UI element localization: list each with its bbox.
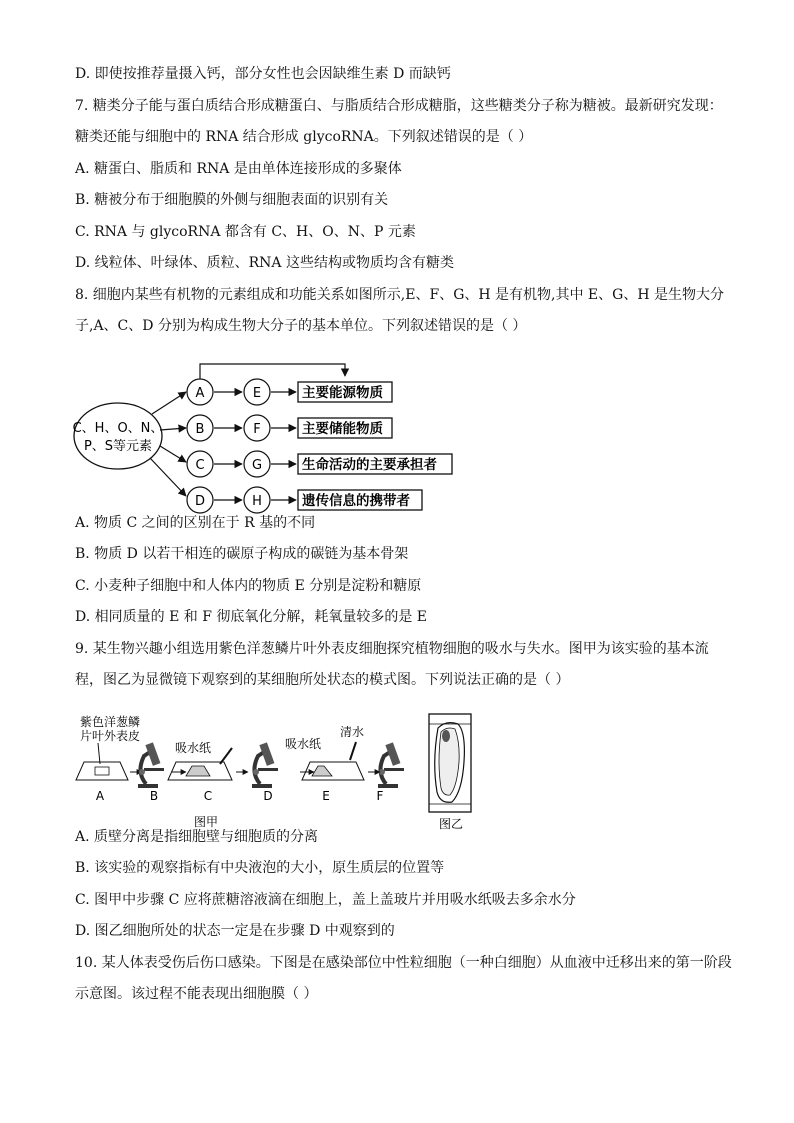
elements-label-2: P、S等元素 (83, 439, 153, 454)
text-line: C. 小麦种子细胞中和人体内的物质 E 分别是淀粉和糖原 (75, 578, 422, 594)
text-line: 8. 细胞内某些有机物的元素组成和功能关系如图所示,E、F、G、H 是有机物,其中 E、G、H 是生物大分 (75, 287, 724, 303)
text-line: 程，图乙为显微镜下观察到的某细胞所处状态的模式图。下列说法正确的是（ ） (75, 672, 570, 688)
text-line: B. 该实验的观察指标有中央液泡的大小，原生质层的位置等 (75, 860, 445, 876)
text-line: 子,A、C、D 分别为构成生物大分子的基本单位。下列叙述错误的是（ ） (75, 318, 527, 334)
text-line: D. 即使按推荐量摄入钙，部分女性也会因缺维生素 D 而缺钙 (75, 66, 451, 82)
elements-label-1: C、H、O、N、 (72, 421, 164, 436)
text-line: C. 图甲中步骤 C 应将蔗糖溶液滴在细胞上，盖上盖玻片并用吸水纸吸去多余水分 (75, 892, 576, 908)
function-label: 生命活动的主要承担者 (302, 457, 437, 473)
water-label: 清水 (340, 725, 365, 739)
caption-yi: 图乙 (438, 817, 464, 831)
slide-e (302, 762, 364, 780)
text-line: C. RNA 与 glycoRNA 都含有 C、H、O、N、P 元素 (75, 224, 416, 240)
molecule-label: E (252, 386, 262, 401)
step-label: B (149, 789, 159, 803)
caption-jia: 图甲 (193, 815, 219, 829)
step-label: F (376, 789, 384, 803)
microscope-icon (252, 742, 278, 788)
blotting-paper-1: 吸水纸 (175, 741, 212, 755)
text-line: D. 相同质量的 E 和 F 彻底氧化分解，耗氧量较多的是 E (75, 609, 428, 625)
material-label-1: 紫色洋葱鳞 (80, 715, 141, 729)
unit-label: B (195, 422, 205, 437)
unit-label: A (195, 386, 205, 401)
text-line: B. 糖被分布于细胞膜的外侧与细胞表面的识别有关 (75, 192, 389, 208)
text-line: B. 物质 D 以若干相连的碳原子构成的碳链为基本骨架 (75, 546, 409, 562)
molecule-label: G (251, 458, 263, 473)
function-label: 遗传信息的携带者 (302, 493, 410, 509)
step-label: A (95, 789, 105, 803)
elements-ellipse (74, 403, 162, 469)
text-line: A. 质壁分离是指细胞壁与细胞质的分离 (75, 829, 319, 845)
figure-8-diagram (0, 362, 794, 522)
molecule-label: F (253, 422, 261, 437)
microscope-icon (378, 742, 404, 788)
text-line: D. 图乙细胞所处的状态一定是在步骤 D 中观察到的 (75, 923, 395, 939)
step-label: E (322, 789, 330, 803)
text-line: A. 物质 C 之间的区别在于 R 基的不同 (75, 515, 316, 531)
slide-a (76, 762, 128, 780)
text-line: D. 线粒体、叶绿体、质粒、RNA 这些结构或物质均含有糖类 (75, 255, 454, 271)
figure-9-diagram (0, 712, 794, 842)
text-line: A. 糖蛋白、脂质和 RNA 是由单体连接形成的多聚体 (75, 161, 402, 177)
unit-label: C (195, 458, 205, 473)
text-line: 10. 某人体表受伤后伤口感染。下图是在感染部位中性粒细胞（一种白细胞）从血液中迁移出来的第一阶段 (75, 955, 732, 971)
material-label-2: 片叶外表皮 (80, 729, 141, 743)
step-label: D (263, 789, 273, 803)
molecule-label: H (252, 494, 262, 509)
plasmolysed-cell (429, 714, 471, 812)
text-line: 糖类还能与细胞中的 RNA 结合形成 glycoRNA。下列叙述错误的是（ ） (75, 129, 533, 145)
microscope-icon (138, 742, 164, 788)
text-line: 9. 某生物兴趣小组选用紫色洋葱鳞片叶外表皮细胞探究植物细胞的吸水与失水。图甲为该实验的基本流 (75, 641, 709, 657)
text-line: 7. 糖类分子能与蛋白质结合形成糖蛋白、与脂质结合形成糖脂，这些糖类分子称为糖被。最新研究发现： (75, 98, 723, 114)
unit-label: D (194, 494, 206, 509)
function-label: 主要能源物质 (302, 385, 383, 401)
step-label: C (203, 789, 213, 803)
text-line: 示意图。该过程不能表现出细胞膜（ ） (75, 986, 318, 1002)
function-label: 主要储能物质 (302, 421, 383, 437)
blotting-paper-2: 吸水纸 (285, 737, 322, 751)
